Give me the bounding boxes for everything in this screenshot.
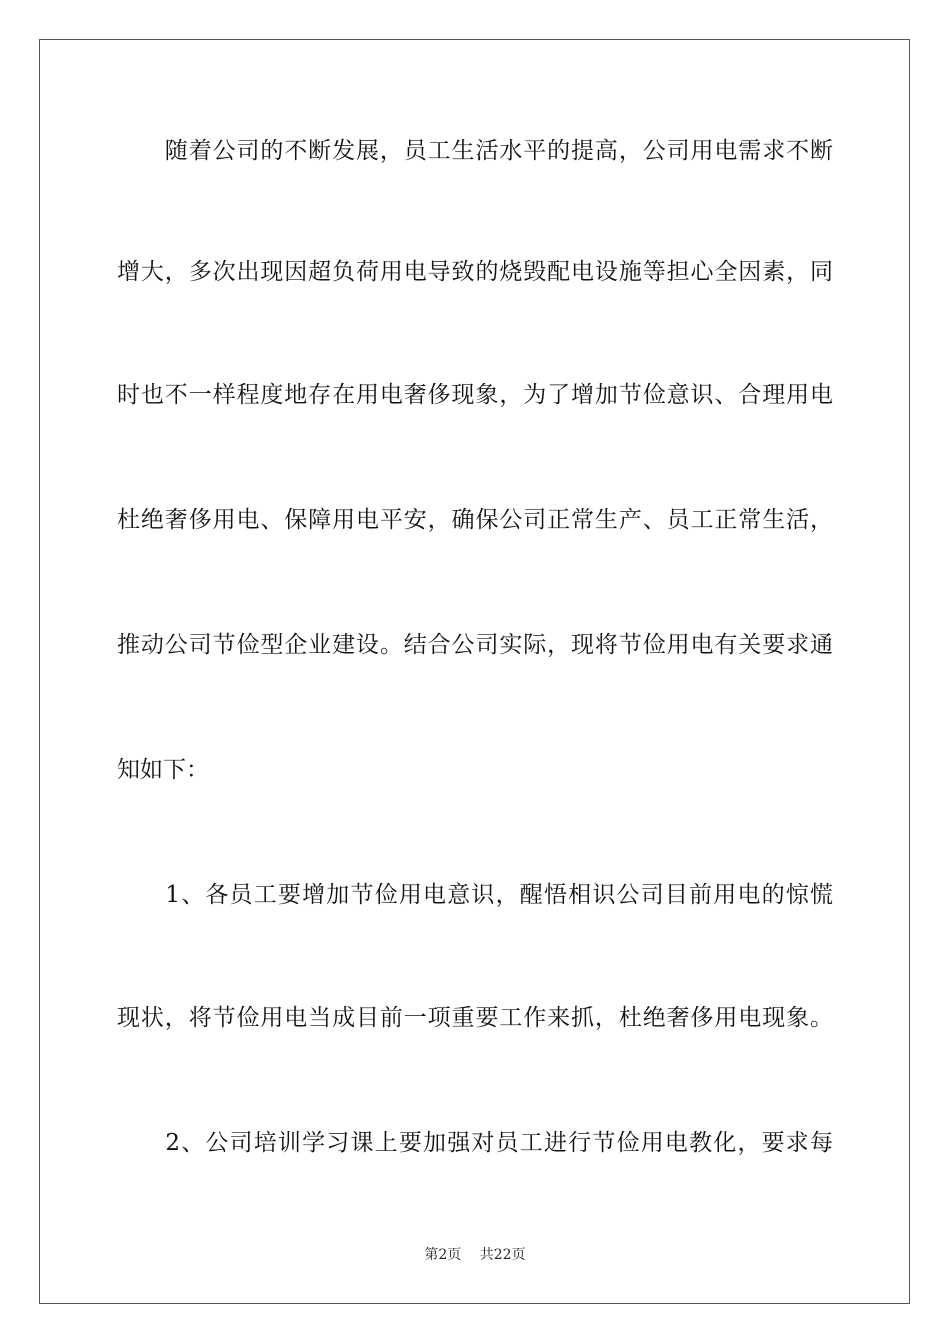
- list-item-2-line-1: 2、公司培训学习课上要加强对员工进行节俭用电教化，要求每: [117, 1130, 833, 1156]
- paragraph-line-3: 时也不一样程度地存在用电奢侈现象，为了增加节俭意识、合理用电: [117, 382, 833, 408]
- list-item-1-line-1: 1、各员工要增加节俭用电意识，醒悟相识公司目前用电的惊慌: [117, 882, 833, 908]
- page-border: [39, 39, 910, 1304]
- page-number: 第2页: [424, 1247, 462, 1263]
- paragraph-line-4: 杜绝奢侈用电、保障用电平安，确保公司正常生产、员工正常生活，: [117, 507, 833, 533]
- paragraph-line-2: 增大，多次出现因超负荷用电导致的烧毁配电设施等担心全因素，同: [117, 259, 833, 285]
- page-total: 共22页: [479, 1247, 526, 1263]
- paragraph-line-5: 推动公司节俭型企业建设。结合公司实际，现将节俭用电有关要求通: [117, 632, 833, 658]
- list-item-1-line-2: 现状，将节俭用电当成目前一项重要工作来抓，杜绝奢侈用电现象。: [117, 1005, 833, 1031]
- paragraph-line-1: 随着公司的不断发展，员工生活水平的提高，公司用电需求不断: [117, 138, 833, 164]
- page-footer: [0, 1245, 950, 1265]
- paragraph-line-6: 知如下：: [117, 757, 209, 783]
